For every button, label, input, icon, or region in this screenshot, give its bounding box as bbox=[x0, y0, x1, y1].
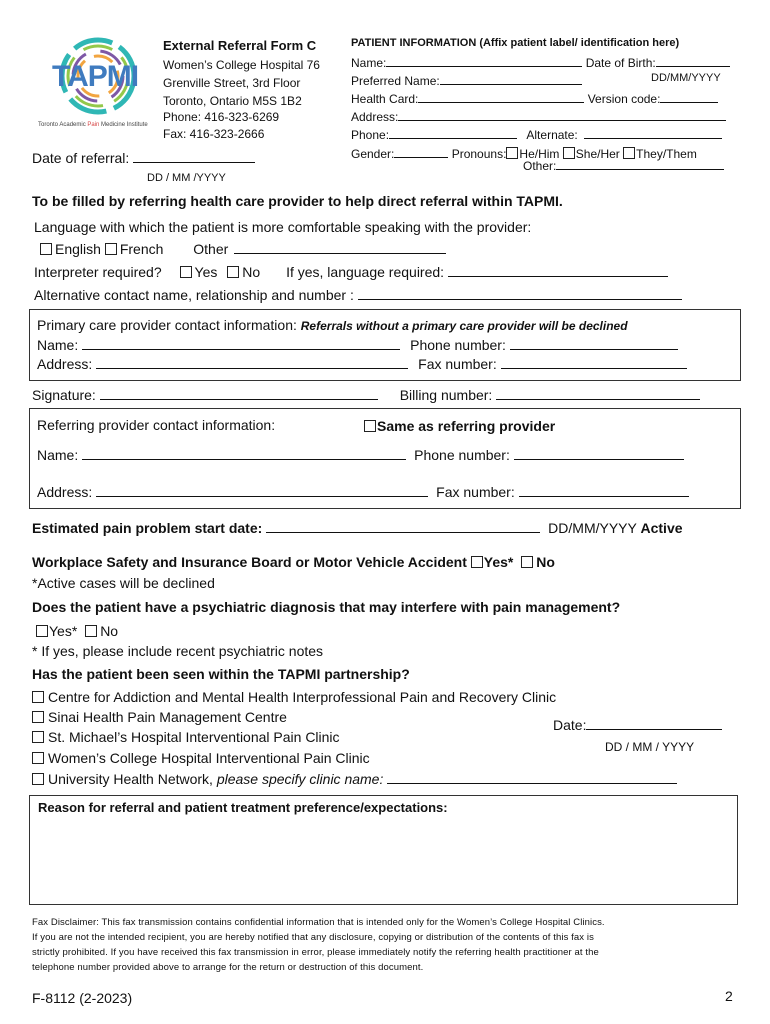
primary-care-address-row bbox=[37, 356, 687, 372]
clinic-camh-checkbox[interactable] bbox=[32, 691, 44, 703]
logo-tagline: Toronto Academic Pain Medicine Institute bbox=[38, 122, 148, 128]
health-card-field[interactable] bbox=[418, 90, 584, 103]
wsib-no-checkbox[interactable] bbox=[521, 556, 533, 568]
preferred-name-row bbox=[351, 72, 582, 88]
dob-field[interactable] bbox=[656, 54, 730, 67]
billing-label: Billing number: bbox=[399, 387, 493, 403]
health-card-row bbox=[351, 90, 718, 106]
pain-start-row bbox=[32, 520, 683, 536]
version-code-label: Version code: bbox=[587, 92, 661, 106]
psych-yes-checkbox[interactable] bbox=[36, 625, 48, 637]
language-options-row bbox=[40, 241, 446, 257]
referring-fax-field[interactable] bbox=[519, 484, 689, 497]
psych-note: * If yes, please include recent psychiatric notes bbox=[32, 643, 324, 659]
interpreter-no-label: No bbox=[242, 264, 261, 280]
french-label: French bbox=[119, 241, 164, 257]
patient-address-field[interactable] bbox=[398, 108, 726, 121]
dob-format: DD/MM/YYYY bbox=[651, 72, 721, 84]
alt-contact-field[interactable] bbox=[358, 287, 682, 300]
pain-start-field[interactable] bbox=[266, 520, 540, 533]
referring-name-field[interactable] bbox=[82, 447, 406, 460]
same-as-row bbox=[364, 418, 555, 434]
date-of-referral-field[interactable] bbox=[133, 150, 255, 163]
referring-phone-field[interactable] bbox=[514, 447, 684, 460]
referring-provider-label: Referring provider contact information: bbox=[37, 417, 276, 433]
primary-care-label-row bbox=[37, 317, 628, 333]
psych-question: Does the patient have a psychiatric diagnosis that may interfere with pain management? bbox=[32, 599, 621, 615]
interpreter-yes-checkbox[interactable] bbox=[180, 266, 192, 278]
alt-contact-row bbox=[34, 287, 682, 303]
clinic-wch-checkbox[interactable] bbox=[32, 752, 44, 764]
patient-name-row bbox=[351, 54, 730, 70]
interpreter-language-field[interactable] bbox=[448, 264, 668, 277]
referring-fax-label: Fax number: bbox=[436, 484, 515, 500]
interpreter-label: Interpreter required? bbox=[34, 264, 162, 280]
patient-phone-field[interactable] bbox=[389, 126, 517, 139]
clinic-uhn-field[interactable] bbox=[387, 771, 677, 784]
clinic-item-sinai bbox=[32, 709, 287, 725]
psych-yes-label: Yes* bbox=[49, 623, 78, 639]
date-of-referral-row bbox=[32, 150, 255, 166]
wsib-yes-label: Yes* bbox=[483, 554, 514, 570]
patient-address-label: Address: bbox=[351, 110, 399, 124]
pain-start-format: DD/MM/YYYY bbox=[548, 520, 637, 536]
wsib-note: *Active cases will be declined bbox=[32, 575, 215, 591]
primary-care-phone-label: Phone number: bbox=[410, 337, 506, 353]
psych-no-label: No bbox=[100, 623, 119, 639]
clinic-item-wch bbox=[32, 750, 370, 766]
clinic-item-st-michaels bbox=[32, 729, 340, 745]
same-as-checkbox[interactable] bbox=[364, 420, 376, 432]
primary-care-phone-field[interactable] bbox=[510, 337, 678, 350]
referring-name-label: Name: bbox=[37, 447, 79, 463]
other-language-field[interactable] bbox=[234, 241, 446, 254]
referring-address-field[interactable] bbox=[96, 484, 428, 497]
disclaimer-line-3: strictly prohibited. If you have received this fax transmission in error, please immediately notify the referring health practitioner at the bbox=[32, 947, 599, 958]
referring-phone-label: Phone number: bbox=[414, 447, 510, 463]
health-card-label: Health Card: bbox=[351, 92, 419, 106]
gender-field[interactable] bbox=[394, 145, 448, 158]
preferred-name-field[interactable] bbox=[440, 72, 582, 85]
address-line-3: Toronto, Ontario M5S 1B2 bbox=[163, 94, 302, 108]
clinic-sinai-checkbox[interactable] bbox=[32, 711, 44, 723]
pronoun-she-label: She/Her bbox=[575, 147, 620, 161]
patient-phone-label: Phone: bbox=[351, 128, 390, 142]
wsib-row bbox=[32, 554, 555, 570]
dob-label: Date of Birth: bbox=[585, 56, 656, 70]
clinic-item-camh bbox=[32, 689, 556, 705]
pronoun-he-label: He/Him bbox=[519, 147, 560, 161]
english-checkbox[interactable] bbox=[40, 243, 52, 255]
date-of-referral-format: DD / MM /YYYY bbox=[147, 172, 226, 184]
seen-date-row bbox=[553, 717, 722, 733]
alternate-phone-label: Alternate: bbox=[526, 128, 578, 142]
clinic-wch-label: Women’s College Hospital Interventional Pain Clinic bbox=[48, 750, 370, 766]
form-title: External Referral Form C bbox=[163, 38, 317, 53]
interpreter-no-checkbox[interactable] bbox=[227, 266, 239, 278]
primary-care-name-field[interactable] bbox=[82, 337, 400, 350]
interpreter-language-label: If yes, language required: bbox=[286, 264, 445, 280]
primary-care-label: Primary care provider contact information: bbox=[37, 317, 297, 333]
date-of-referral-label: Date of referral: bbox=[32, 150, 130, 166]
pain-active-label: Active bbox=[640, 520, 683, 536]
wsib-question: Workplace Safety and Insurance Board or Motor Vehicle Accident bbox=[32, 554, 467, 570]
address-line-2: Grenville Street, 3rd Floor bbox=[163, 76, 301, 90]
clinic-st-michaels-checkbox[interactable] bbox=[32, 731, 44, 743]
seen-date-format: DD / MM / YYYY bbox=[605, 740, 695, 754]
referral-heading: To be filled by referring health care provider to help direct referral within TAPMI. bbox=[32, 193, 563, 209]
pronouns-label: Pronouns: bbox=[451, 147, 507, 161]
phone-line: Phone: 416-323-6269 bbox=[163, 110, 280, 124]
primary-care-name-label: Name: bbox=[37, 337, 79, 353]
psych-options-row bbox=[36, 623, 118, 639]
patient-name-label: Name: bbox=[351, 56, 387, 70]
wsib-no-label: No bbox=[536, 554, 555, 570]
alternate-phone-field[interactable] bbox=[584, 126, 722, 139]
signature-label: Signature: bbox=[32, 387, 96, 403]
gender-label: Gender: bbox=[351, 147, 395, 161]
pronoun-he-checkbox[interactable] bbox=[506, 147, 518, 159]
pronoun-other-row bbox=[523, 157, 724, 173]
referring-address-row bbox=[37, 484, 689, 500]
preferred-name-label: Preferred Name: bbox=[351, 74, 440, 88]
other-language-label: Other bbox=[193, 241, 229, 257]
billing-field[interactable] bbox=[496, 387, 700, 400]
language-question: Language with which the patient is more comfortable speaking with the provider: bbox=[34, 219, 532, 235]
primary-care-warning: Referrals without a primary care provider will be declined bbox=[300, 319, 628, 333]
clinic-uhn-specify-label: please specify clinic name: bbox=[216, 771, 384, 787]
primary-care-fax-label: Fax number: bbox=[418, 356, 497, 372]
pronoun-they-label: They/Them bbox=[636, 147, 697, 161]
french-checkbox[interactable] bbox=[105, 243, 117, 255]
seen-question: Has the patient been seen within the TAPMI partnership? bbox=[32, 666, 410, 682]
psych-no-checkbox[interactable] bbox=[85, 625, 97, 637]
patient-address-row bbox=[351, 108, 726, 124]
referring-name-row bbox=[37, 447, 684, 463]
wsib-yes-checkbox[interactable] bbox=[471, 556, 483, 568]
version-code-field[interactable] bbox=[660, 90, 718, 103]
disclaimer-line-2: If you are not the intended recipient, you are hereby notified that any disclosure, copying or distribution of the contents of this fax is bbox=[32, 932, 594, 943]
form-code: F-8112 (2-2023) bbox=[32, 990, 133, 1006]
primary-care-fax-field[interactable] bbox=[501, 356, 687, 369]
page-number: 2 bbox=[725, 988, 733, 1004]
interpreter-row bbox=[34, 264, 668, 280]
clinic-st-michaels-label: St. Michael’s Hospital Interventional Pain Clinic bbox=[48, 729, 340, 745]
clinic-uhn-checkbox[interactable] bbox=[32, 773, 44, 785]
signature-field[interactable] bbox=[100, 387, 378, 400]
referring-address-label: Address: bbox=[37, 484, 93, 500]
clinic-sinai-label: Sinai Health Pain Management Centre bbox=[48, 709, 287, 725]
pronoun-other-field[interactable] bbox=[556, 157, 724, 170]
primary-care-name-row bbox=[37, 337, 678, 353]
disclaimer-line-1: Fax Disclaimer: This fax transmission contains confidential information that is intended only for the Women’s College Hospital Clinics. bbox=[32, 917, 605, 928]
signature-row bbox=[32, 387, 700, 403]
clinic-item-uhn bbox=[32, 771, 677, 787]
clinic-camh-label: Centre for Addiction and Mental Health Interprofessional Pain and Recovery Clinic bbox=[48, 689, 557, 705]
patient-phone-row bbox=[351, 126, 722, 142]
seen-date-label: Date: bbox=[553, 717, 587, 733]
patient-name-field[interactable] bbox=[386, 54, 582, 67]
primary-care-address-label: Address: bbox=[37, 356, 93, 372]
patient-info-title: PATIENT INFORMATION (Affix patient label/ identification here) bbox=[351, 37, 680, 49]
logo-text: TAPMI bbox=[52, 60, 139, 93]
clinic-uhn-label: University Health Network, bbox=[48, 771, 217, 787]
reason-label: Reason for referral and patient treatment preference/expectations: bbox=[38, 800, 448, 815]
tapmi-logo bbox=[38, 36, 158, 136]
alt-contact-label: Alternative contact name, relationship and number : bbox=[34, 287, 354, 303]
disclaimer-line-4: telephone number provided above to arrange for the return or destruction of this document. bbox=[32, 962, 424, 973]
pain-start-label: Estimated pain problem start date: bbox=[32, 520, 263, 536]
seen-date-field[interactable] bbox=[586, 717, 722, 730]
address-line-1: Women’s College Hospital 76 bbox=[163, 58, 320, 72]
pronoun-other-label: Other: bbox=[523, 159, 557, 173]
primary-care-address-field[interactable] bbox=[96, 356, 408, 369]
interpreter-yes-label: Yes bbox=[194, 264, 218, 280]
english-label: English bbox=[55, 241, 101, 257]
same-as-label: Same as referring provider bbox=[377, 418, 556, 434]
fax-line: Fax: 416-323-2666 bbox=[163, 127, 265, 141]
